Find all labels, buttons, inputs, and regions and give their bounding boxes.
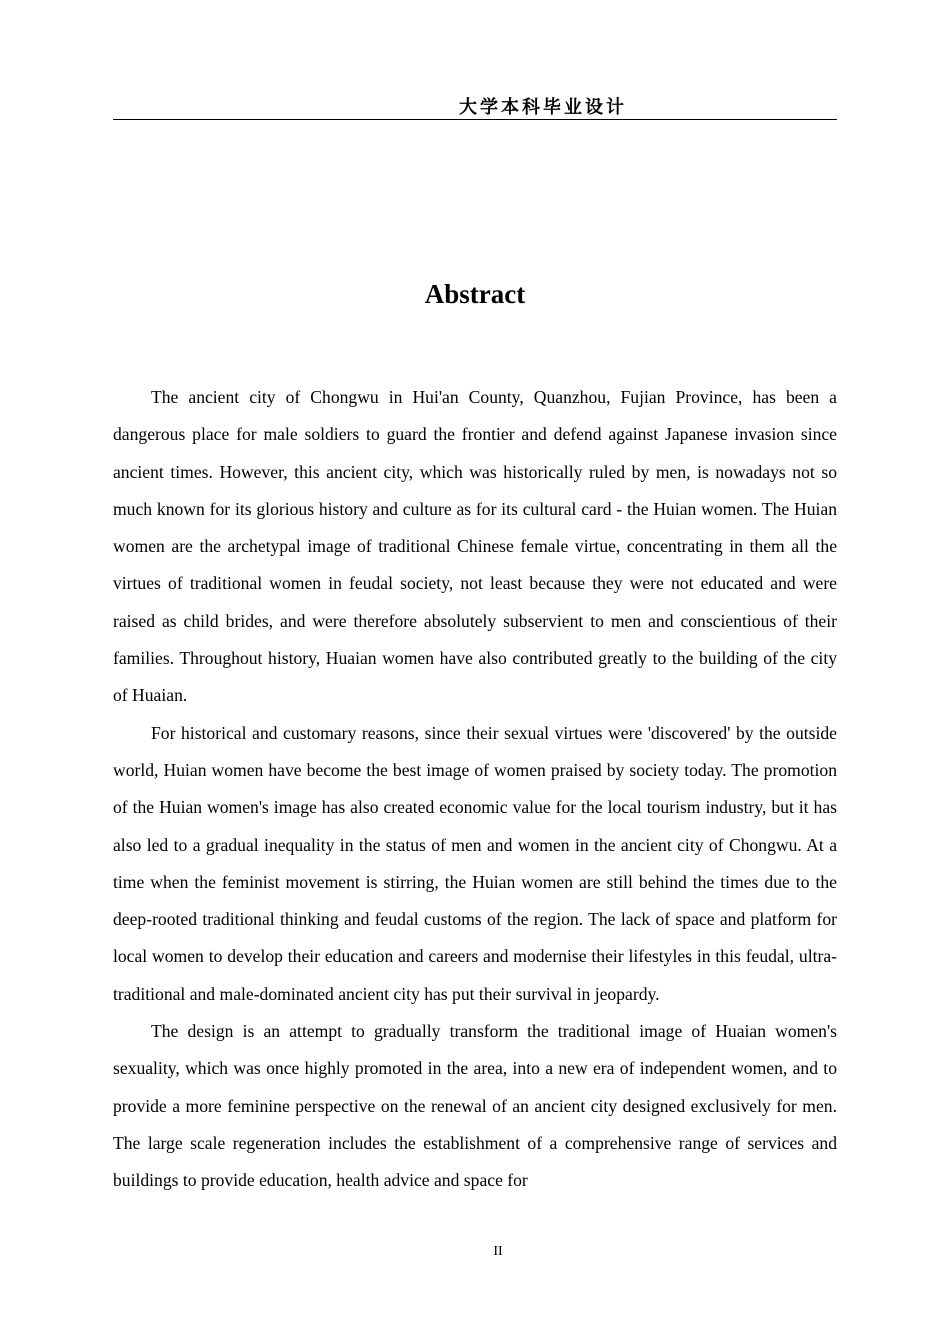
abstract-paragraph: The ancient city of Chongwu in Hui'an County, Quanzhou, Fujian Province, has been a dangerous place for male soldiers to guard the frontier and defend against Japanese invasion since ancient times. However, this ancient city, which was historically ruled by men, is nowadays not so much known for its glorious history and culture as for its cultural card - the Huian women. The Huian women are the archetypal image of traditional Chinese female virtue, concentrating in them all the virtues of traditional women in feudal society, not least because they were not educated and were raised as child brides, and were therefore absolutely subservient to men and conscientious of their families. Throughout history, Huaian women have also contributed greatly to the building of the city of Huaian. [113,387,837,706]
abstract-paragraph: For historical and customary reasons, since their sexual virtues were 'discovered' by the outside world, Huian women have become the best image of women praised by society today. The promotion of the Huian women's image has also created economic value for the local tourism industry, but it has also led to a gradual inequality in the status of men and women in the ancient city of Chongwu. At a time when the feminist movement is stirring, the Huian women are still behind the times due to the deep-rooted traditional thinking and feudal customs of the region. The lack of space and platform for local women to develop their education and careers and modernise their lifestyles in this feudal, ultra-traditional and male-dominated ancient city has put their survival in jeopardy. [113,722,837,1004]
abstract-heading: Abstract [424,279,526,309]
abstract-paragraph: The design is an attempt to gradually transform the traditional image of Huaian women's sexuality, which was once highly promoted in the area, into a new era of independent women, and to provide a more feminine perspective on the renewal of an ancient city designed exclusively for men. The large scale regeneration includes the establishment of a comprehensive range of services and buildings to provide education, health advice and space for [113,1021,837,1191]
abstract-body [113,379,837,1200]
page-number: II [493,1244,503,1259]
header-rule [113,119,837,120]
running-header: 大学本科毕业设计 [459,97,627,118]
